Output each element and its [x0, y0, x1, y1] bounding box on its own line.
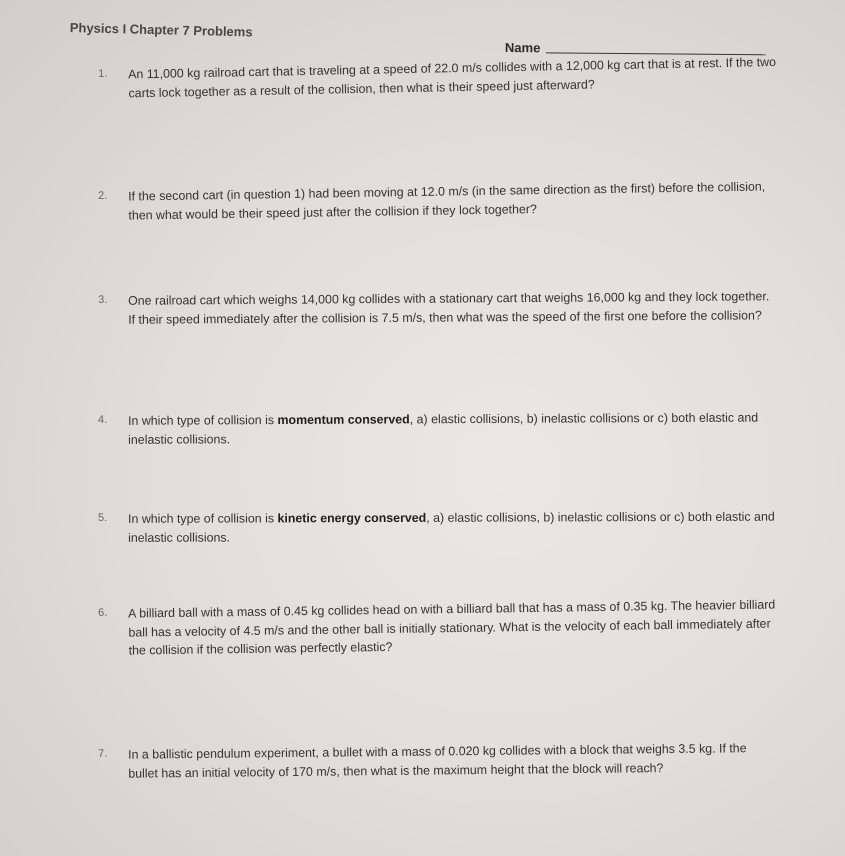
- problem-6: [98, 596, 779, 661]
- problem-text: An 11,000 kg railroad cart that is traveling at a speed of 22.0 m/s collides with a 12,000 kg cart that is at rest. If the two carts lock together as a result of the collision, then what is their speed just afterward?: [128, 54, 777, 100]
- problem-number: 4.: [98, 413, 108, 426]
- problem-number: 2.: [98, 189, 108, 202]
- problem-key-term: kinetic energy conserved: [277, 510, 427, 526]
- problem-text: [128, 408, 778, 448]
- problem-text-start: In which type of collision is: [128, 413, 278, 428]
- problem-key-term: momentum conserved: [277, 412, 410, 428]
- problem-text: If the second cart (in question 1) had been moving at 12.0 m/s (in the same direction as the first) before the collision, then what would be their speed just after the collision if they lock together?: [128, 179, 766, 223]
- name-label: Name: [504, 40, 541, 56]
- problem-5: [98, 508, 778, 547]
- problem-7: [98, 739, 778, 783]
- problem-number: 3.: [98, 293, 108, 306]
- problem-3: [98, 287, 778, 329]
- problem-text: In a ballistic pendulum experiment, a bullet with a mass of 0.020 kg collides with a block that weighs 3.5 kg. If the bullet has an initial velocity of 170 m/s, then what is the maximum height that the block will reach?: [128, 741, 747, 781]
- problem-text: One railroad cart which weighs 14,000 kg collides with a stationary cart that weighs 16,000 kg and they lock together. If their speed immediately after the collision is 7.5 m/s, then what was the speed of the first one before the collision?: [128, 289, 770, 327]
- problem-text-end: , a) elastic collisions, b) inelastic collisions or c) both elastic and inelastic collisions.: [128, 509, 775, 545]
- problem-text: A billiard ball with a mass of 0.45 kg collides head on with a billiard ball that has a mass of 0.35 kg. The heavier billiard ball has a velocity of 4.5 m/s and the other ball is initially stationary. What is the velocity of each ball immediately after the collision if the collision was perfectly elastic?: [128, 597, 776, 658]
- problem-text: [128, 508, 778, 547]
- problem-number: 1.: [98, 67, 108, 80]
- problem-1: [98, 53, 779, 103]
- problem-number: 7.: [98, 747, 108, 760]
- problem-text-end: , a) elastic collisions, b) inelastic collisions or c) both elastic and inelastic collisions.: [128, 410, 759, 447]
- problem-number: 5.: [98, 511, 108, 524]
- problem-number: 6.: [98, 606, 108, 619]
- problem-text-start: In which type of collision is: [128, 511, 278, 526]
- page-title: Physics I Chapter 7 Problems: [69, 20, 253, 40]
- problem-2: [98, 177, 788, 225]
- problem-4: [98, 408, 778, 449]
